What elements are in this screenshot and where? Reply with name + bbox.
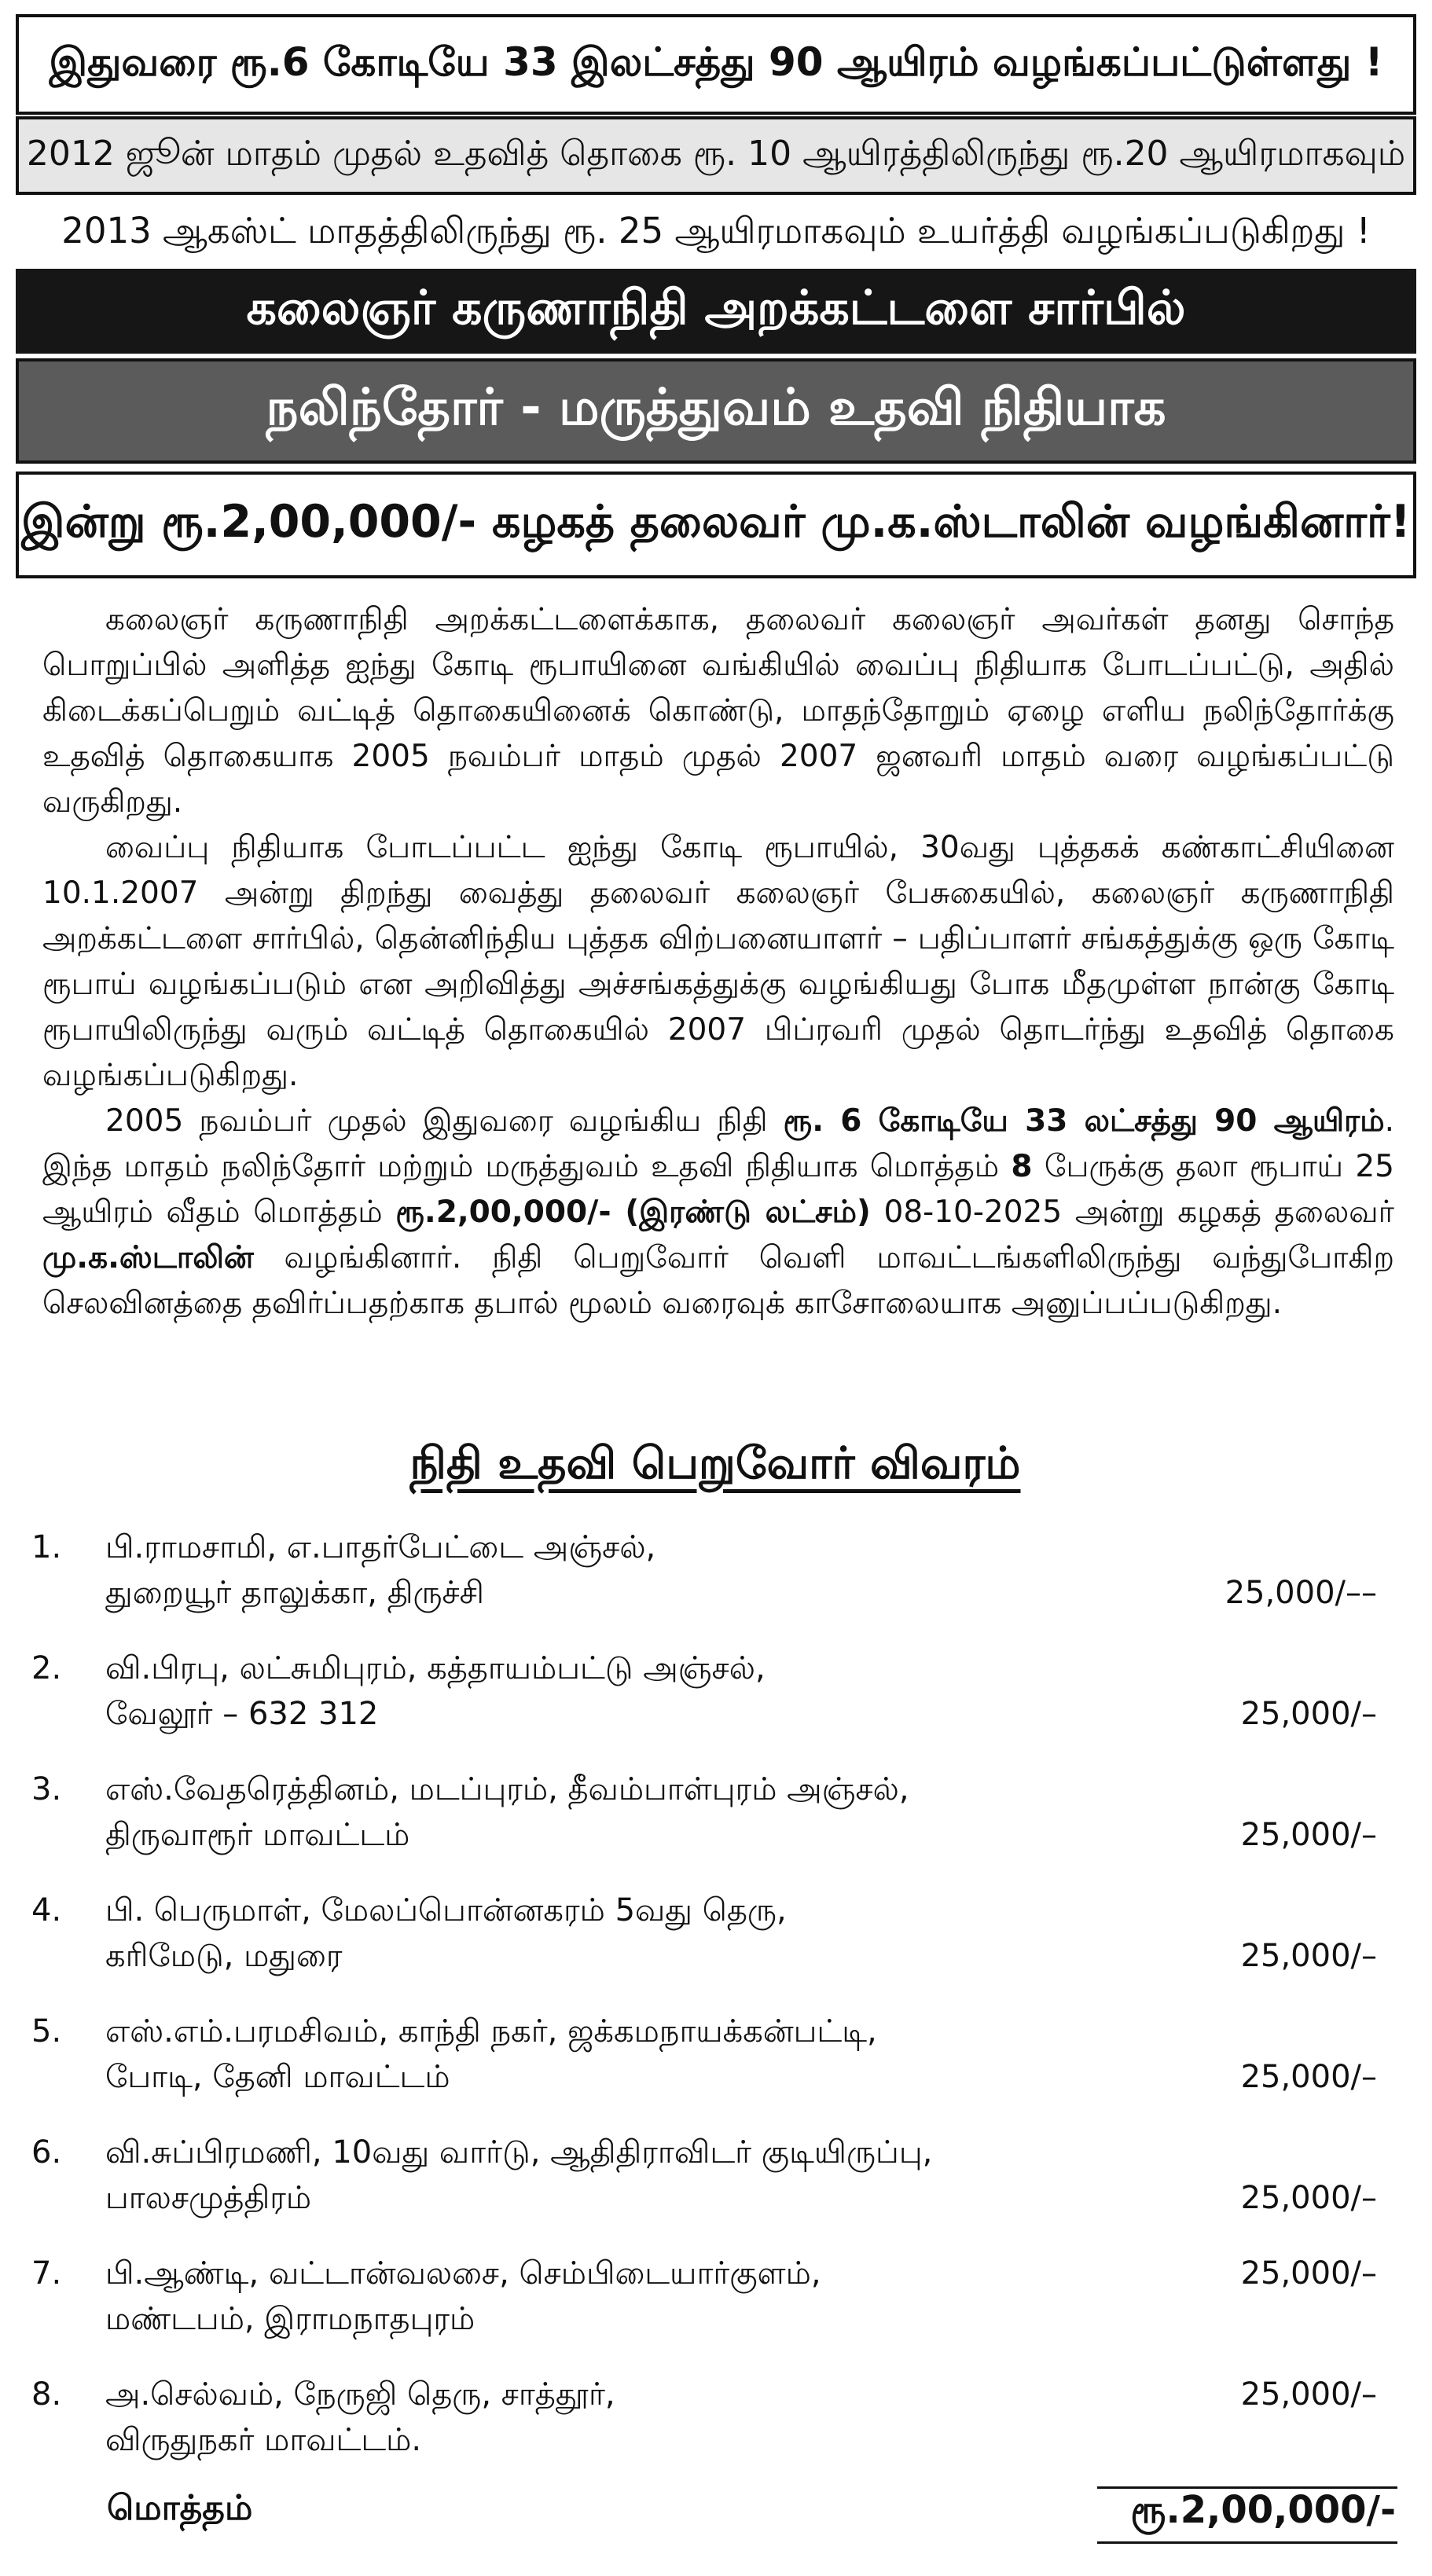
p3-total-amount: ரூ. 6 கோடியே 33 லட்சத்து 90 ஆயிரம் (783, 1103, 1385, 1139)
p3-text-c: . இந்த மாதம் நலிந்தோர் மற்றும் மருத்துவம் உதவி நிதியாக மொத்தம் (42, 1103, 1394, 1184)
item-amount: 25,000/– (1240, 2255, 1377, 2292)
total-label: மொத்தம் (107, 2488, 253, 2528)
item-address-line: கரிமேடு, மதுரை (105, 1938, 343, 1974)
recipients-title: நிதி உதவி பெறுவோர் விவரம் (409, 1438, 1021, 1489)
p3-month-amount: ரூ.2,00,000/- (இரண்டு லட்சம்) (395, 1194, 871, 1230)
total-amount: ரூ.2,00,000/- (1130, 2488, 1396, 2532)
item-name-line: பி. பெருமாள், மேலப்பொன்னகரம் 5வது தெரு, (105, 1892, 787, 1928)
list-item (0, 2251, 1432, 2372)
item-amount: 25,000/– (1240, 1696, 1377, 1732)
item-address-line: மண்டபம், இராமநாதபுரம் (105, 2301, 475, 2337)
item-number: 5. (31, 2013, 62, 2049)
item-address-line: திருவாரூர் மாவட்டம் (105, 1817, 410, 1853)
header-increase-2012: 2012 ஜூன் மாதம் முதல் உதவித் தொகை ரூ. 10 ஆயிரத்திலிருந்து ரூ.20 ஆயிரமாகவும் (16, 116, 1416, 195)
item-address-line: பாலசமுத்திரம் (105, 2180, 312, 2216)
p3-leader-name: மு.க.ஸ்டாலின் (42, 1240, 254, 1275)
item-amount: 25,000/– (1240, 2180, 1377, 2216)
item-address-line: விருதுநகர் மாவட்டம். (105, 2422, 422, 2458)
item-amount: 25,000/– (1240, 1938, 1377, 1974)
item-name-line: எஸ்.வேதரெத்தினம், மடப்புரம், தீவம்பாள்புரம் அஞ்சல், (105, 1771, 909, 1807)
p3-recipient-count: 8 (1011, 1149, 1033, 1184)
item-number: 3. (31, 1771, 62, 1807)
item-number: 4. (31, 1892, 62, 1928)
item-name-line: வி.சுப்பிரமணி, 10வது வார்டு, ஆதிதிராவிடர் குடியிருப்பு, (105, 2134, 933, 2171)
item-name-line: எஸ்.எம்.பரமசிவம், காந்தி நகர், ஜக்கமநாயக்கன்பட்டி, (105, 2013, 877, 2049)
item-number: 2. (31, 1650, 62, 1686)
list-item (0, 2009, 1432, 2130)
item-name-line: பி.ராமசாமி, எ.பாதர்பேட்டை அஞ்சல், (105, 1529, 656, 1565)
paragraph-2: வைப்பு நிதியாக போடப்பட்ட ஐந்து கோடி ரூபாயில், 30வது புத்தகக் கண்காட்சியினை 10.1.2007 அன்று திறந்து வைத்து தலைவர் கலைஞர் பேசுகையில், கலைஞர் கருணாநிதி அறக்கட்டளை சார்பில், தென்னிந்திய புத்தக விற்பனையாளர் – பதிப்பாளர் சங்கத்துக்கு ஒரு கோடி ரூபாய் வழங்கப்படும் என அறிவித்து அச்சங்கத்துக்கு வழங்கியது போக மீதமுள்ள நான்கு கோடி ரூபாயிலிருந்து வரும் வட்டித் தொகையில் 2007 பிப்ரவரி முதல் தொடர்ந்து உதவித் தொகை வழங்கப்படுகிறது. (42, 830, 1394, 1093)
header-increase-2013: 2013 ஆகஸ்ட் மாதத்திலிருந்து ரூ. 25 ஆயிரமாகவும் உயர்த்தி வழங்கப்படுகிறது ! (61, 209, 1371, 251)
item-address-line: போடி, தேனி மாவட்டம் (105, 2059, 450, 2095)
total-bottom-rule (1097, 2541, 1397, 2544)
item-number: 6. (31, 2134, 62, 2171)
item-amount: 25,000/–– (1225, 1575, 1377, 1611)
item-address-line: துறையூர் தாலுக்கா, திருச்சி (105, 1575, 485, 1611)
paragraph-3 (42, 1099, 1394, 1327)
item-number: 8. (31, 2376, 62, 2413)
list-item (0, 1525, 1432, 1646)
item-name-line: பி.ஆண்டி, வட்டான்வலசை, செம்பிடையார்குளம், (105, 2255, 821, 2292)
list-item (0, 1767, 1432, 1888)
list-item (0, 1646, 1432, 1767)
p3-text-e: பேருக்கு தலா ரூபாய் 25 ஆயிரம் வீதம் மொத்தம் (42, 1149, 1394, 1230)
item-name-line: வி.பிரபு, லட்சுமிபுரம், கத்தாயம்பட்டு அஞ்சல், (105, 1650, 766, 1686)
item-number: 1. (31, 1529, 62, 1565)
header-trust-name: கலைஞர் கருணாநிதி அறக்கட்டளை சார்பில் (16, 269, 1416, 354)
list-item (0, 2372, 1432, 2493)
p3-text-i: வழங்கினார். நிதி பெறுவோர் வெளி மாவட்டங்களிலிருந்து வந்துபோகிற செலவினத்தை தவிர்ப்பதற்காக தபால் மூலம் வரைவுக் காசோலையாக அனுப்பப்படுகிறது. (42, 1240, 1394, 1321)
item-address-line: வேலூர் – 632 312 (105, 1696, 379, 1732)
list-item (0, 2130, 1432, 2251)
item-number: 7. (31, 2255, 62, 2292)
header-headline: இன்று ரூ.2,00,000/- கழகத் தலைவர் மு.க.ஸ்டாலின் வழங்கினார்! (16, 472, 1416, 578)
item-amount: 25,000/– (1240, 2376, 1377, 2413)
p3-text-a: 2005 நவம்பர் முதல் இதுவரை வழங்கிய நிதி (105, 1103, 784, 1139)
p3-text-g: 08-10-2025 அன்று கழகத் தலைவர் (870, 1194, 1395, 1230)
paragraph-1: கலைஞர் கருணாநிதி அறக்கட்டளைக்காக, தலைவர் கலைஞர் அவர்கள் தனது சொந்த பொறுப்பில் அளித்த ஐந்து கோடி ரூபாயினை வங்கியில் வைப்பு நிதியாக போடப்பட்டு, அதில் கிடைக்கப்பெறும் வட்டித் தொகையினைக் கொண்டு, மாதந்தோறும் ஏழை எளிய நலிந்தோர்க்கு உதவித் தொகையாக 2005 நவம்பர் மாதம் முதல் 2007 ஜனவரி மாதம் வரை வழங்கப்பட்டு வருகிறது. (42, 602, 1394, 820)
list-item (0, 1888, 1432, 2009)
article-body (42, 597, 1394, 1327)
header-total-given: இதுவரை ரூ.6 கோடியே 33 இலட்சத்து 90 ஆயிரம் வழங்கப்பட்டுள்ளது ! (16, 14, 1416, 115)
header-fund-purpose: நலிந்தோர் - மருத்துவம் உதவி நிதியாக (16, 358, 1416, 464)
item-amount: 25,000/– (1240, 1817, 1377, 1853)
recipients-list (0, 1525, 1432, 2493)
item-name-line: அ.செல்வம், நேருஜி தெரு, சாத்தூர், (105, 2376, 615, 2413)
item-amount: 25,000/– (1240, 2059, 1377, 2095)
